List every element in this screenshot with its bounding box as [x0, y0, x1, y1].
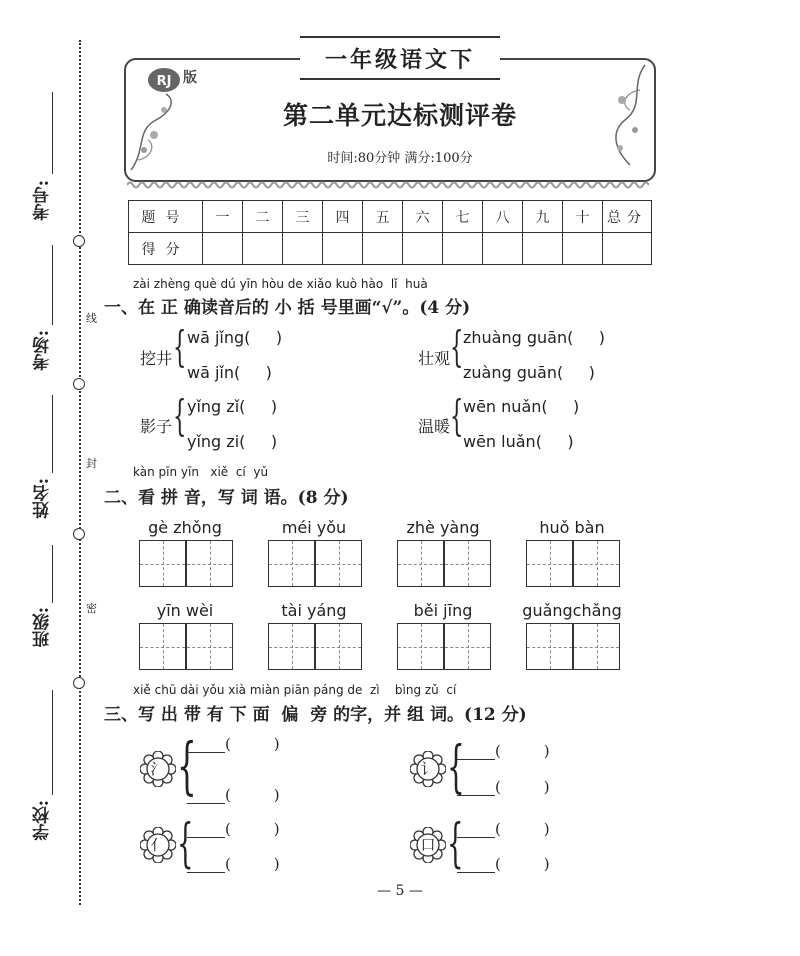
svg-text:版: 版: [183, 70, 197, 86]
writing-grid[interactable]: [397, 540, 444, 587]
s2-pinyin: běi jīng: [413, 601, 473, 620]
writing-grid[interactable]: [526, 623, 573, 670]
s1-word: 温暖: [418, 417, 451, 436]
s1-word: 挖井: [140, 349, 173, 368]
seal-circle: [73, 378, 85, 390]
score-table-score-row: [129, 233, 652, 265]
s2-pinyin: yīn wèi: [156, 601, 214, 620]
score-input-cell[interactable]: [523, 233, 563, 265]
seal-char-mi: 密: [86, 602, 97, 615]
brace: {: [447, 735, 465, 800]
s1-option[interactable]: wēn luǎn( ): [463, 432, 574, 451]
score-cell: 四: [323, 201, 363, 233]
s3-answer-blank[interactable]: ( ): [187, 855, 280, 873]
seal-circle: [73, 528, 85, 540]
s3-answer-blank[interactable]: ( ): [187, 786, 280, 804]
radical-flower: [410, 751, 446, 787]
radical-char: 氵: [150, 760, 166, 778]
s3-answer-blank[interactable]: ( ): [457, 778, 550, 796]
score-cell: 七: [443, 201, 483, 233]
s1-option[interactable]: yǐng zǐ( ): [187, 397, 278, 416]
writing-grid[interactable]: [139, 540, 186, 587]
name-label: 姓名:: [33, 478, 53, 519]
seal-char-xian: 线: [86, 312, 97, 325]
writing-grid[interactable]: [315, 623, 362, 670]
s1-option[interactable]: yǐng zi( ): [187, 432, 278, 451]
page-number: — 5 —: [377, 883, 423, 899]
writing-grid[interactable]: [268, 623, 315, 670]
score-input-cell[interactable]: [283, 233, 323, 265]
score-cell: 三: [283, 201, 323, 233]
score-cell: 六: [403, 201, 443, 233]
s1-word: 壮观: [418, 349, 451, 368]
score-cell: 九: [523, 201, 563, 233]
writing-grid[interactable]: [444, 623, 491, 670]
s1-word: 影子: [140, 417, 173, 436]
page-title: 第二单元达标测评卷: [282, 101, 517, 130]
section3-pinyin: xiě chū dài yǒu xià miàn piān páng de zì bìng zǔ cí: [133, 683, 457, 697]
score-cell: 十: [563, 201, 603, 233]
section3-title: 三、写 出 带 有 下 面 偏 旁 的字，并 组 词。(12 分): [104, 705, 527, 725]
brace: {: [173, 391, 187, 440]
s2-pinyin: guǎngchǎng: [522, 601, 622, 620]
score-cell: 题号: [129, 201, 203, 233]
s3-answer-blank[interactable]: ( ): [457, 742, 550, 760]
score-table: [128, 200, 652, 265]
score-cell: 总分: [603, 201, 652, 233]
radical-char: 亻: [150, 836, 166, 854]
writing-grid[interactable]: [573, 540, 620, 587]
score-cell: 八: [483, 201, 523, 233]
section2-pinyin: kàn pīn yīn xiě cí yǔ: [133, 465, 269, 479]
score-input-cell[interactable]: [603, 233, 652, 265]
name-field[interactable]: [52, 395, 53, 473]
school-label: 学校:: [33, 800, 53, 841]
radical-char: 口: [420, 836, 436, 854]
svg-text:RJ: RJ: [156, 74, 172, 89]
s2-pinyin: zhè yàng: [406, 518, 480, 537]
s1-option[interactable]: wā jǐn( ): [187, 363, 272, 382]
writing-grid[interactable]: [573, 623, 620, 670]
exam-room-field[interactable]: [52, 245, 53, 325]
class-label: 班级:: [33, 607, 53, 648]
exam-meta: 时间:80分钟 满分:100分: [327, 151, 473, 166]
s1-option[interactable]: wēn nuǎn( ): [463, 397, 580, 416]
brace: {: [177, 814, 194, 874]
seal-char-feng: 封: [86, 457, 97, 470]
score-input-cell[interactable]: [443, 233, 483, 265]
score-input-cell[interactable]: [483, 233, 523, 265]
s1-option[interactable]: zuàng guān( ): [463, 363, 595, 382]
writing-grid[interactable]: [444, 540, 491, 587]
score-input-cell[interactable]: [403, 233, 443, 265]
school-field[interactable]: [52, 690, 53, 795]
section1-pinyin: zài zhèng què dú yīn hòu de xiǎo kuò hào lǐ huà: [133, 277, 428, 291]
edition-badge: [146, 66, 202, 94]
s2-pinyin: méi yǒu: [281, 518, 347, 537]
writing-grid[interactable]: [315, 540, 362, 587]
s3-answer-blank[interactable]: ( ): [457, 820, 550, 838]
s2-pinyin: gè zhǒng: [148, 518, 222, 537]
radical-flower: [140, 751, 176, 787]
s3-answer-blank[interactable]: ( ): [457, 855, 550, 873]
score-cell: 二: [243, 201, 283, 233]
writing-grid[interactable]: [526, 540, 573, 587]
s2-pinyin: huǒ bàn: [539, 518, 605, 537]
s2-pinyin: tài yáng: [281, 601, 347, 620]
seal-circle: [73, 677, 85, 689]
s1-option[interactable]: zhuàng guān( ): [463, 328, 606, 347]
score-input-cell[interactable]: [363, 233, 403, 265]
brace: {: [450, 391, 464, 440]
radical-flower: [410, 827, 446, 863]
wavy-divider: [127, 180, 649, 190]
seal-dotted-line: [79, 40, 81, 905]
exam-number-label: 考号:: [33, 180, 53, 221]
brace: {: [450, 322, 464, 371]
score-cell: 一: [203, 201, 243, 233]
section1-title: 一、在 正 确读音后的 小 括 号里画“√”。(4 分): [104, 298, 471, 318]
brace: {: [177, 729, 197, 802]
grade-subject-banner: 一年级语文下: [300, 36, 500, 80]
class-field[interactable]: [52, 545, 53, 603]
brace: {: [447, 814, 464, 874]
seal-circle: [73, 235, 85, 247]
score-input-cell[interactable]: [323, 233, 363, 265]
writing-grid[interactable]: [139, 623, 186, 670]
s1-option[interactable]: wā jǐng( ): [187, 328, 283, 347]
writing-grid[interactable]: [397, 623, 444, 670]
score-input-cell[interactable]: [203, 233, 243, 265]
score-input-cell[interactable]: [243, 233, 283, 265]
radical-char: 讠: [420, 760, 436, 778]
s3-answer-blank[interactable]: ( ): [187, 735, 280, 753]
writing-grid[interactable]: [268, 540, 315, 587]
writing-grid[interactable]: [186, 623, 233, 670]
section2-title: 二、看 拼 音，写 词 语。(8 分): [104, 488, 349, 508]
radical-flower: [140, 827, 176, 863]
score-cell: 得分: [129, 233, 203, 265]
s3-answer-blank[interactable]: ( ): [187, 820, 280, 838]
score-cell: 五: [363, 201, 403, 233]
score-table-header-row: [129, 201, 652, 233]
writing-grid[interactable]: [186, 540, 233, 587]
exam-room-label: 考场:: [33, 330, 53, 371]
brace: {: [173, 322, 187, 371]
score-input-cell[interactable]: [563, 233, 603, 265]
